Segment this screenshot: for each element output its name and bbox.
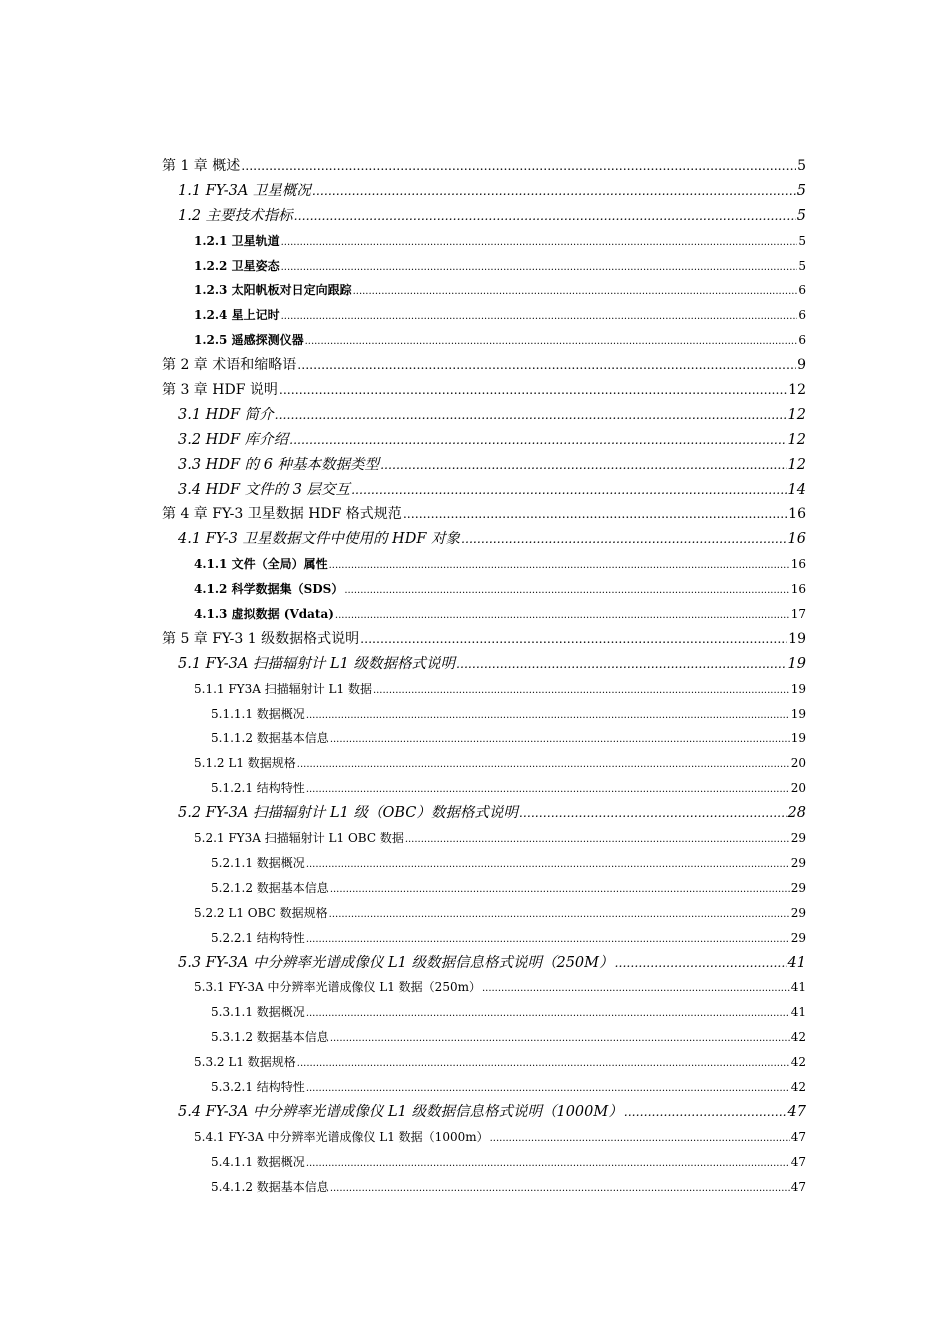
toc-entry-title: 5.2.2 L1 OBC 数据规格 [194, 905, 328, 920]
toc-entry[interactable] [162, 1000, 806, 1025]
toc-entry-title: 5.2 FY-3A 扫描辐射计 L1 级（OBC）数据格式说明 [178, 805, 518, 822]
toc-entry[interactable] [162, 602, 806, 627]
toc-entry-page: 5 [798, 258, 806, 273]
toc-entry-title: 5.3.1 FY-3A 中分辨率光谱成像仪 L1 数据（250m） [194, 980, 481, 995]
toc-entry[interactable] [162, 552, 806, 577]
toc-entry[interactable] [162, 1050, 806, 1075]
dot-leader [330, 878, 790, 903]
toc-entry-title: 5.2.1.2 数据基本信息 [211, 880, 329, 895]
toc-entry[interactable] [162, 776, 806, 801]
toc-entry-page: 5 [798, 233, 806, 248]
toc-entry-page: 19 [788, 630, 806, 647]
dot-leader [329, 554, 790, 579]
toc-entry-page: 29 [790, 831, 806, 846]
toc-entry[interactable] [162, 1150, 806, 1175]
dot-leader [297, 353, 796, 378]
toc-entry[interactable] [162, 975, 806, 1000]
toc-entry-title: 5.1.2 L1 数据规格 [194, 756, 296, 771]
toc-entry-page: 12 [788, 382, 806, 399]
dot-leader [615, 951, 787, 976]
dot-leader [482, 977, 790, 1002]
toc-entry-title: 5.4.1 FY-3A 中分辨率光谱成像仪 L1 数据（1000m） [194, 1129, 489, 1144]
table-of-contents [162, 154, 806, 1199]
dot-leader [360, 627, 787, 652]
dot-leader [456, 652, 787, 677]
dot-leader [294, 204, 796, 229]
toc-entry[interactable] [162, 204, 806, 229]
toc-entry-title: 5.2.1.1 数据概况 [211, 855, 305, 870]
dot-leader [306, 853, 790, 878]
toc-entry-page: 5 [797, 158, 806, 174]
toc-entry[interactable] [162, 1025, 806, 1050]
dot-leader [353, 280, 798, 305]
toc-entry-title: 5.4.1.1 数据概况 [211, 1154, 305, 1169]
toc-entry[interactable] [162, 951, 806, 976]
dot-leader [306, 1152, 790, 1177]
toc-entry-page: 6 [798, 283, 806, 298]
toc-entry-page: 6 [798, 333, 806, 348]
toc-entry-page: 42 [790, 1030, 806, 1045]
toc-entry-title: 1.2.3 太阳帆板对日定向跟踪 [194, 283, 352, 298]
toc-entry-page: 29 [790, 905, 806, 920]
toc-entry-title: 4.1 FY-3 卫星数据文件中使用的 HDF 对象 [178, 531, 460, 548]
toc-entry[interactable] [162, 154, 806, 179]
toc-entry-page: 41 [790, 980, 806, 995]
dot-leader [330, 1177, 790, 1202]
toc-entry-page: 42 [790, 1055, 806, 1070]
dot-leader [306, 1077, 790, 1102]
toc-entry-page: 19 [787, 655, 806, 672]
dot-leader [275, 403, 787, 428]
toc-entry[interactable] [162, 179, 806, 204]
toc-entry[interactable] [162, 677, 806, 702]
toc-entry-title: 1.2.1 卫星轨道 [194, 233, 280, 248]
dot-leader [344, 579, 789, 604]
toc-entry-title: 5.2.2.1 结构特性 [211, 930, 305, 945]
toc-entry[interactable] [162, 652, 806, 677]
toc-entry[interactable] [162, 378, 806, 403]
toc-entry[interactable] [162, 851, 806, 876]
toc-entry[interactable] [162, 229, 806, 254]
toc-entry[interactable] [162, 453, 806, 478]
toc-entry-page: 12 [787, 431, 806, 448]
toc-entry-title: 第 5 章 FY-3 1 级数据格式说明 [162, 630, 360, 647]
toc-entry-title: 第 2 章 术语和缩略语 [162, 357, 297, 374]
toc-entry-title: 5.3 FY-3A 中分辨率光谱成像仪 L1 级数据信息格式说明（250M） [178, 954, 614, 971]
toc-entry-page: 16 [788, 506, 806, 523]
dot-leader [380, 453, 786, 478]
dot-leader [281, 256, 798, 281]
toc-entry-title: 5.3.2.1 结构特性 [211, 1079, 305, 1094]
toc-entry-title: 3.3 HDF 的 6 种基本数据类型 [178, 456, 380, 473]
toc-entry-page: 29 [790, 880, 806, 895]
toc-entry-title: 3.2 HDF 库介绍 [178, 431, 289, 448]
toc-entry-title: 5.2.1 FY3A 扫描辐射计 L1 OBC 数据 [194, 831, 404, 846]
toc-entry[interactable] [162, 403, 806, 428]
toc-entry[interactable] [162, 826, 806, 851]
toc-entry-page: 14 [787, 481, 806, 498]
toc-entry[interactable] [162, 801, 806, 826]
toc-entry[interactable] [162, 876, 806, 901]
toc-entry-page: 16 [787, 531, 806, 548]
toc-entry-title: 第 1 章 概述 [162, 158, 241, 174]
toc-entry-title: 1.2 主要技术指标 [178, 207, 293, 224]
toc-entry-title: 5.1.1.2 数据基本信息 [211, 731, 329, 746]
toc-entry[interactable] [162, 926, 806, 951]
dot-leader [403, 502, 787, 527]
toc-entry-page: 9 [797, 357, 806, 374]
toc-entry-title: 第 3 章 HDF 说明 [162, 382, 278, 399]
toc-entry-title: 1.2.5 遥感探测仪器 [194, 333, 304, 348]
dot-leader [241, 154, 796, 179]
toc-entry-title: 1.2.4 星上记时 [194, 308, 280, 323]
dot-leader [490, 1127, 790, 1152]
toc-entry-page: 19 [790, 731, 806, 746]
toc-entry-page: 16 [790, 582, 806, 597]
dot-leader [306, 778, 790, 803]
toc-entry-title: 3.4 HDF 文件的 3 层交互 [178, 481, 351, 498]
toc-entry-title: 5.1.1.1 数据概况 [211, 706, 305, 721]
dot-leader [281, 231, 798, 256]
toc-entry[interactable] [162, 726, 806, 751]
dot-leader [306, 928, 790, 953]
dot-leader [461, 527, 787, 552]
dot-leader [373, 679, 790, 704]
toc-entry[interactable] [162, 254, 806, 279]
toc-entry-title: 第 4 章 FY-3 卫星数据 HDF 格式规范 [162, 506, 402, 523]
toc-entry[interactable] [162, 502, 806, 527]
dot-leader [281, 305, 798, 330]
dot-leader [330, 1027, 790, 1052]
dot-leader [330, 728, 790, 753]
toc-entry-page: 12 [787, 456, 806, 473]
toc-entry[interactable] [162, 751, 806, 776]
toc-entry[interactable] [162, 901, 806, 926]
toc-entry[interactable] [162, 478, 806, 503]
toc-entry-page: 47 [790, 1179, 806, 1194]
toc-entry-page: 19 [790, 681, 806, 696]
toc-entry[interactable] [162, 353, 806, 378]
dot-leader [335, 604, 790, 629]
toc-entry[interactable] [162, 1125, 806, 1150]
toc-entry-page: 5 [796, 207, 806, 224]
dot-leader [405, 828, 790, 853]
dot-leader [519, 801, 787, 826]
toc-entry-page: 12 [787, 406, 806, 423]
toc-entry[interactable] [162, 328, 806, 353]
toc-entry-page: 28 [787, 805, 806, 822]
toc-entry-title: 5.3.1.2 数据基本信息 [211, 1030, 329, 1045]
toc-entry-page: 17 [790, 607, 806, 622]
toc-entry-page: 20 [790, 756, 806, 771]
dot-leader [329, 903, 790, 928]
dot-leader [289, 428, 786, 453]
toc-entry-title: 5.1.2.1 结构特性 [211, 781, 305, 796]
toc-entry-page: 47 [790, 1129, 806, 1144]
toc-entry-page: 20 [790, 781, 806, 796]
toc-entry-title: 4.1.1 文件（全局）属性 [194, 557, 328, 572]
toc-entry-page: 16 [790, 557, 806, 572]
toc-entry[interactable] [162, 1075, 806, 1100]
toc-entry-page: 42 [790, 1079, 806, 1094]
toc-entry[interactable] [162, 1100, 806, 1125]
toc-entry-page: 47 [790, 1154, 806, 1169]
dot-leader [297, 753, 790, 778]
dot-leader [306, 704, 790, 729]
toc-entry-page: 41 [787, 954, 806, 971]
toc-entry-title: 5.4.1.2 数据基本信息 [211, 1179, 329, 1194]
toc-entry-page: 29 [790, 930, 806, 945]
toc-entry-page: 19 [790, 706, 806, 721]
toc-entry-title: 5.1 FY-3A 扫描辐射计 L1 级数据格式说明 [178, 655, 455, 672]
toc-entry-title: 1.1 FY-3A 卫星概况 [178, 182, 311, 199]
toc-entry-page: 41 [790, 1005, 806, 1020]
toc-entry[interactable] [162, 527, 806, 552]
dot-leader [351, 478, 786, 503]
toc-entry-page: 29 [790, 855, 806, 870]
toc-entry-title: 5.3.1.1 数据概况 [211, 1005, 305, 1020]
toc-entry[interactable] [162, 303, 806, 328]
toc-entry[interactable] [162, 278, 806, 303]
toc-entry[interactable] [162, 702, 806, 727]
dot-leader [624, 1100, 787, 1125]
toc-entry[interactable] [162, 627, 806, 652]
toc-entry-title: 1.2.2 卫星姿态 [194, 258, 280, 273]
dot-leader [305, 330, 798, 355]
toc-entry-title: 4.1.2 科学数据集（SDS） [194, 582, 344, 597]
toc-entry[interactable] [162, 1175, 806, 1200]
toc-entry-page: 47 [787, 1103, 806, 1120]
dot-leader [306, 1002, 790, 1027]
dot-leader [279, 378, 787, 403]
toc-entry[interactable] [162, 428, 806, 453]
toc-entry-title: 3.1 HDF 简介 [178, 406, 274, 423]
toc-entry-title: 5.1.1 FY3A 扫描辐射计 L1 数据 [194, 681, 372, 696]
dot-leader [312, 179, 796, 204]
toc-entry-title: 4.1.3 虚拟数据 (Vdata) [194, 607, 334, 622]
toc-entry[interactable] [162, 577, 806, 602]
toc-entry-title: 5.3.2 L1 数据规格 [194, 1055, 296, 1070]
toc-entry-page: 5 [796, 182, 806, 199]
toc-entry-title: 5.4 FY-3A 中分辨率光谱成像仪 L1 级数据信息格式说明（1000M） [178, 1103, 623, 1120]
dot-leader [297, 1052, 790, 1077]
toc-entry-page: 6 [798, 308, 806, 323]
